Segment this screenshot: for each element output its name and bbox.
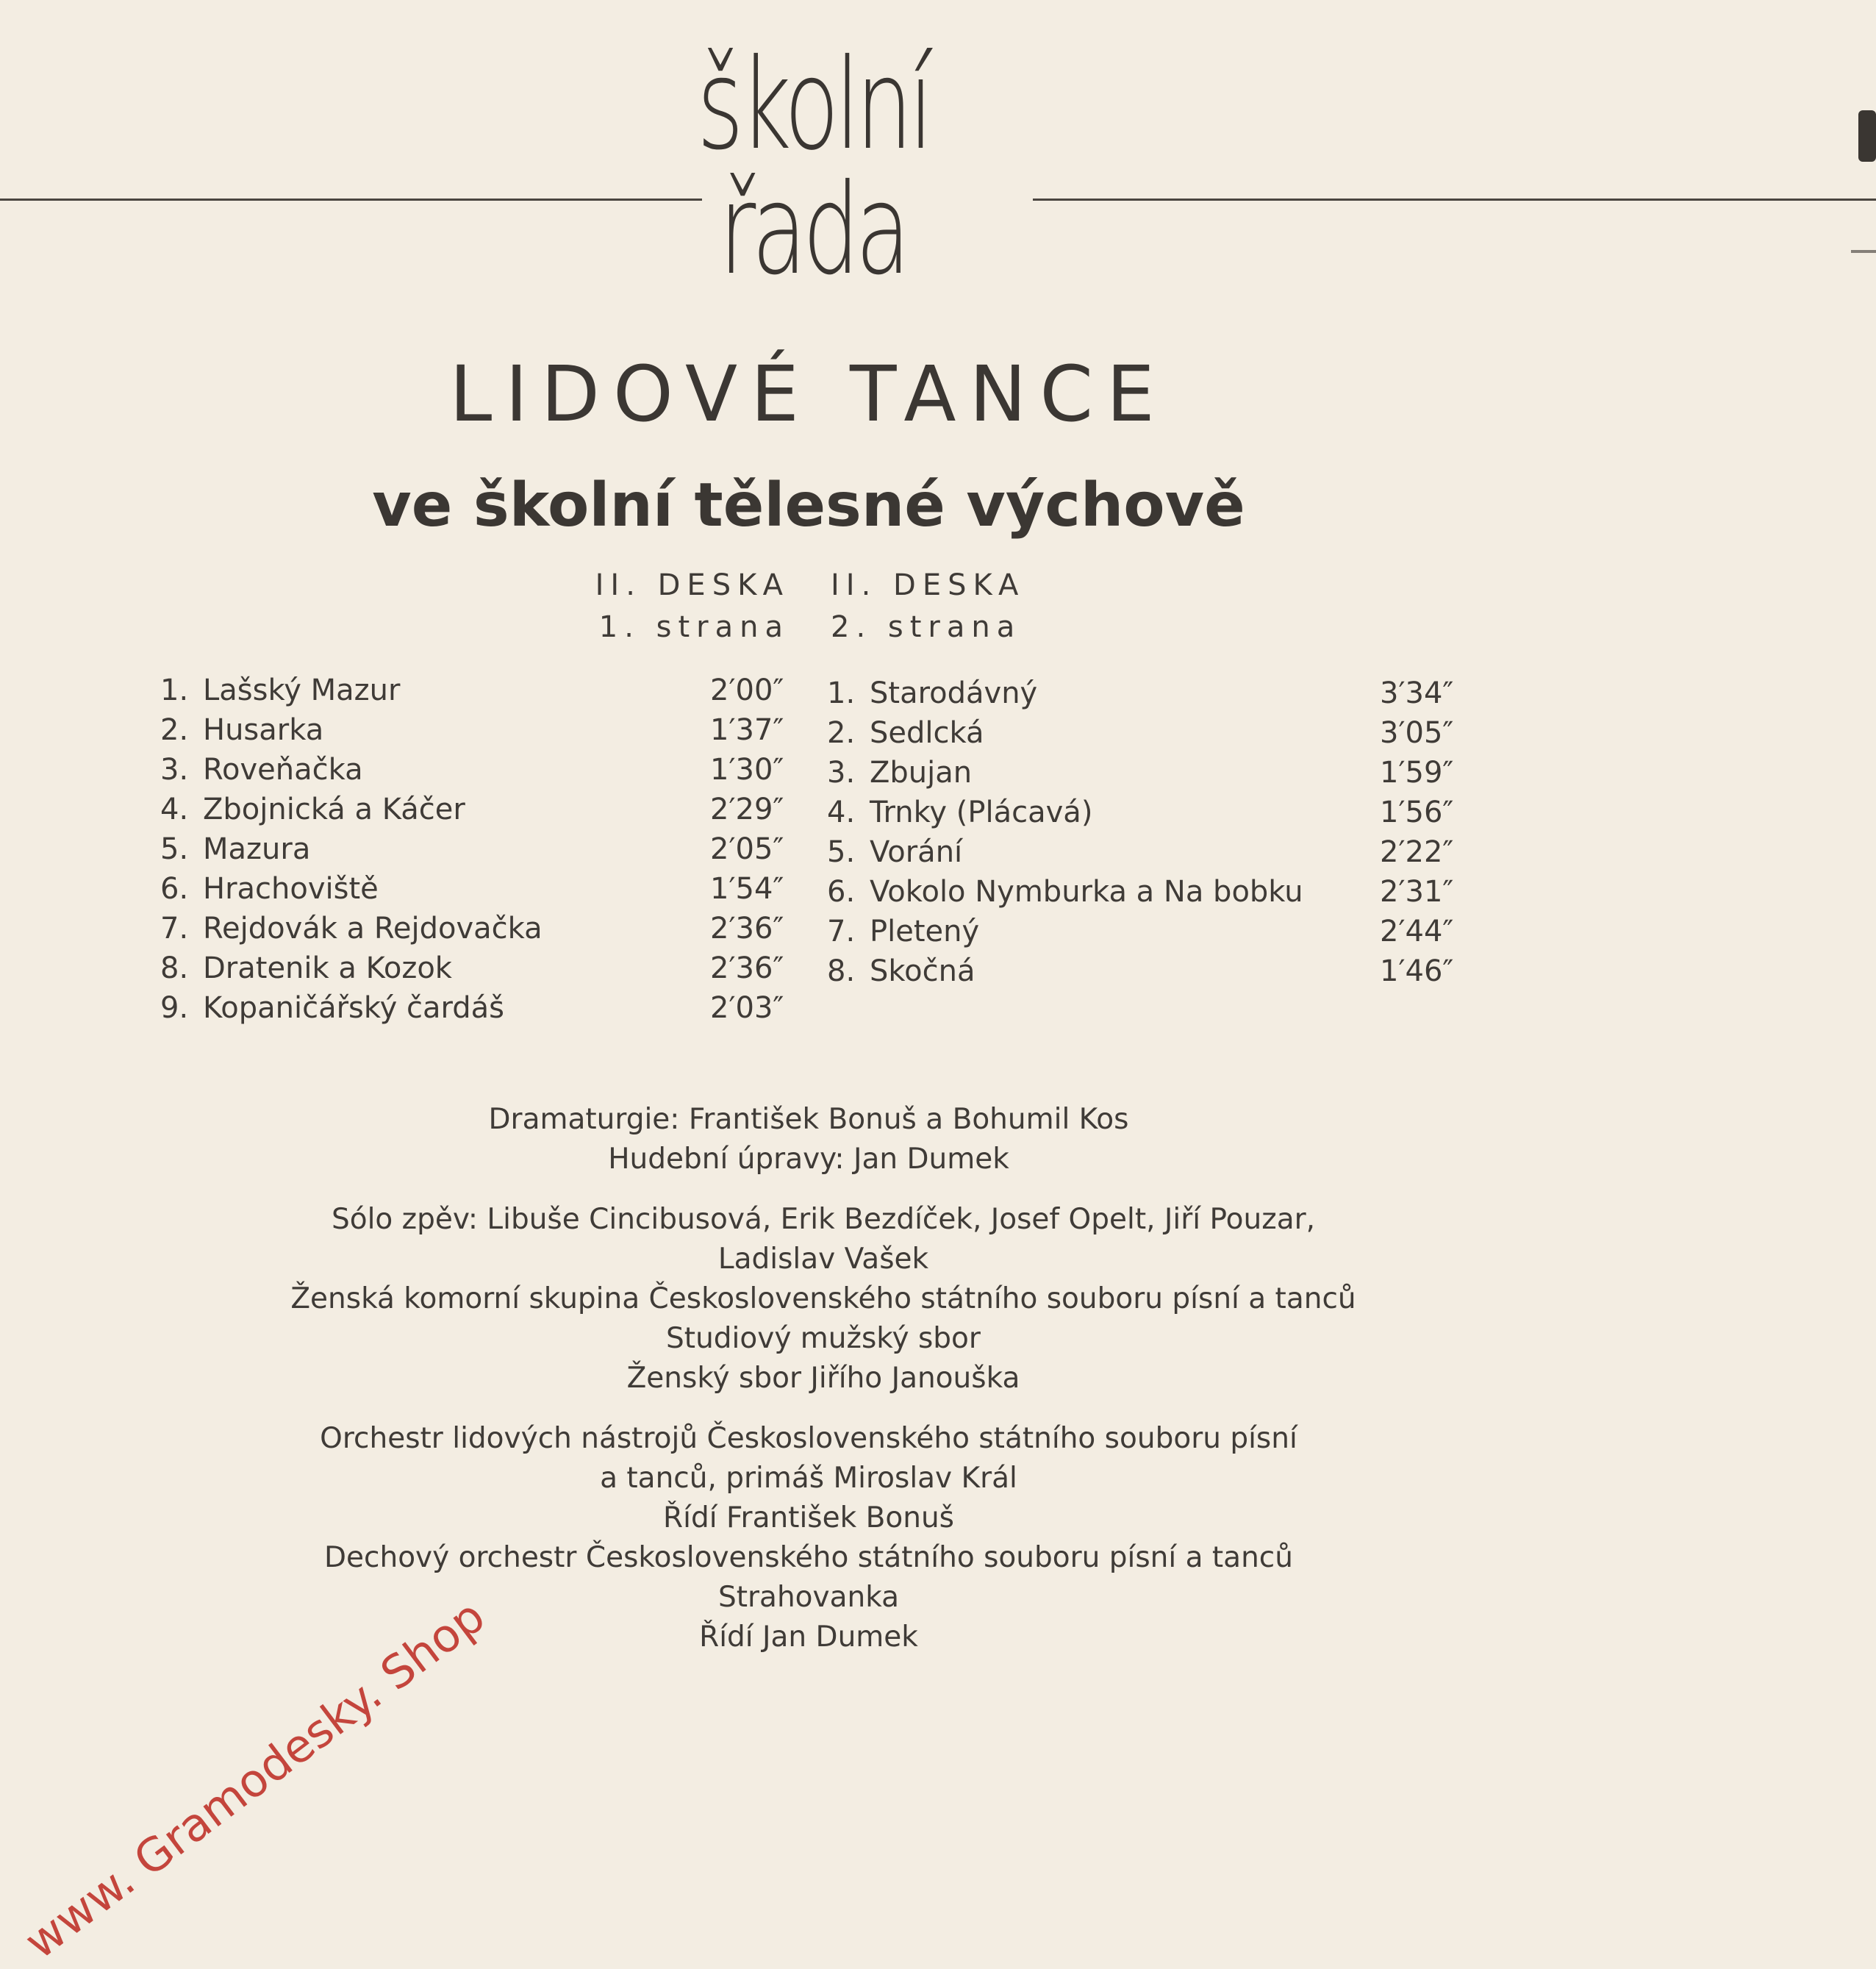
track-number: 6. — [827, 875, 856, 909]
credit-wind-orchestra-name: Strahovanka — [717, 1581, 900, 1614]
credit-folk-orchestra-cont: a tanců, primáš Miroslav Král — [600, 1462, 1017, 1495]
track-title: Roveňačka — [203, 753, 363, 787]
track-title: Hrachoviště — [203, 872, 379, 906]
track-row — [827, 756, 1474, 796]
track-number: 2. — [827, 716, 856, 750]
track-title: Vorání — [870, 835, 963, 869]
track-number: 6. — [160, 872, 189, 906]
track-row — [827, 954, 1474, 994]
side-1-disc-label: II. DESKA — [595, 568, 790, 602]
track-row — [827, 915, 1474, 954]
edge-print-mark — [1851, 250, 1876, 253]
track-title: Sedlcká — [870, 716, 984, 750]
credit-conductor-2: Řídí Jan Dumek — [699, 1620, 918, 1654]
credit-womens-ensemble: Ženská komorní skupina Československého státního souboru písní a tanců — [290, 1282, 1356, 1315]
track-row — [160, 912, 792, 951]
track-row — [160, 673, 792, 713]
track-duration: 2′03″ — [710, 991, 784, 1025]
track-number: 1. — [160, 673, 189, 707]
track-duration: 1′54″ — [710, 872, 784, 906]
track-row — [160, 872, 792, 912]
track-title: Dratenik a Kozok — [203, 951, 452, 985]
track-duration: 3′05″ — [1380, 716, 1454, 750]
track-number: 1. — [827, 676, 856, 710]
series-title-line-1: školní — [697, 32, 930, 178]
track-title: Pletený — [870, 915, 980, 948]
track-row — [827, 796, 1474, 835]
credit-wind-orchestra: Dechový orchestr Československého státního souboru písní a tanců — [324, 1541, 1293, 1574]
track-title: Kopaničářský čardáš — [203, 991, 504, 1025]
credit-folk-orchestra: Orchestr lidových nástrojů Československého státního souboru písní — [320, 1422, 1297, 1455]
credit-mens-choir: Studiový mužský sbor — [666, 1322, 981, 1355]
album-subtitle: ve školní tělesné výchově — [372, 471, 1245, 540]
track-duration: 2′05″ — [710, 832, 784, 866]
track-title: Skočná — [870, 954, 975, 988]
track-row — [827, 716, 1474, 756]
track-title: Starodávný — [870, 676, 1038, 710]
track-number: 4. — [160, 793, 189, 826]
track-duration: 1′30″ — [710, 753, 784, 787]
track-duration: 2′31″ — [1380, 875, 1454, 909]
series-title-line-2: řada — [719, 157, 906, 303]
track-number: 2. — [160, 713, 189, 747]
track-title: Zbojnická a Káčer — [203, 793, 465, 826]
credit-solo-vocals: Sólo zpěv: Libuše Cincibusová, Erik Bezdíček, Josef Opelt, Jiří Pouzar, — [331, 1203, 1316, 1236]
track-number: 3. — [160, 753, 189, 787]
track-duration: 1′46″ — [1380, 954, 1454, 988]
track-number: 7. — [160, 912, 189, 946]
side-1-side-label: 1. strana — [598, 610, 790, 644]
track-title: Trnky (Plácavá) — [870, 796, 1093, 829]
track-number: 5. — [160, 832, 189, 866]
track-row — [160, 951, 792, 991]
track-row — [827, 835, 1474, 875]
track-row — [160, 713, 792, 753]
track-number: 5. — [827, 835, 856, 869]
track-number: 9. — [160, 991, 189, 1025]
track-number: 4. — [827, 796, 856, 829]
track-duration: 2′29″ — [710, 793, 784, 826]
track-title: Vokolo Nymburka a Na bobku — [870, 875, 1303, 909]
track-number: 8. — [160, 951, 189, 985]
track-duration: 2′22″ — [1380, 835, 1454, 869]
edge-print-mark — [1858, 110, 1876, 162]
track-title: Husarka — [203, 713, 324, 747]
credit-conductor-1: Řídí František Bonuš — [663, 1501, 954, 1534]
track-duration: 2′44″ — [1380, 915, 1454, 948]
track-duration: 1′56″ — [1380, 796, 1454, 829]
track-duration: 2′36″ — [710, 912, 784, 946]
track-row — [827, 875, 1474, 915]
credit-arrangements: Hudební úpravy: Jan Dumek — [608, 1143, 1009, 1176]
track-duration: 3′34″ — [1380, 676, 1454, 710]
track-row — [160, 832, 792, 872]
track-row — [160, 793, 792, 832]
track-title: Lašský Mazur — [203, 673, 401, 707]
track-row — [160, 991, 792, 1031]
track-number: 8. — [827, 954, 856, 988]
track-duration: 2′00″ — [710, 673, 784, 707]
side-2-disc-label: II. DESKA — [831, 568, 1025, 602]
track-number: 3. — [827, 756, 856, 790]
track-duration: 1′37″ — [710, 713, 784, 747]
track-title: Zbujan — [870, 756, 973, 790]
header-rule-right — [1033, 199, 1876, 201]
credit-womens-choir: Ženský sbor Jiřího Janouška — [626, 1362, 1020, 1395]
track-number: 7. — [827, 915, 856, 948]
credit-solo-vocals-cont: Ladislav Vašek — [717, 1243, 929, 1276]
album-title: LIDOVÉ TANCE — [449, 349, 1168, 439]
shop-watermark: www. Gramodesky. Shop — [15, 1589, 495, 1969]
credit-dramaturgy: Dramaturgie: František Bonuš a Bohumil Kos — [488, 1103, 1129, 1136]
track-title: Mazura — [203, 832, 311, 866]
track-duration: 2′36″ — [710, 951, 784, 985]
side-2-side-label: 2. strana — [831, 610, 1022, 644]
header-rule-left — [0, 199, 702, 201]
track-duration: 1′59″ — [1380, 756, 1454, 790]
track-row — [160, 753, 792, 793]
track-title: Rejdovák a Rejdovačka — [203, 912, 543, 946]
track-row — [827, 676, 1474, 716]
